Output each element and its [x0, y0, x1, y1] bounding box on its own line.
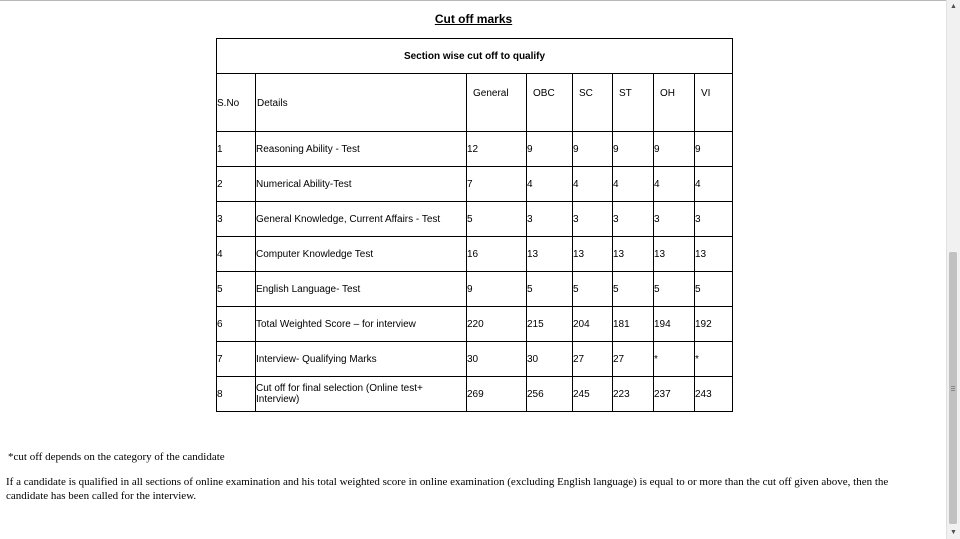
row-value-obc: 256 — [527, 377, 573, 412]
cutoff-table — [216, 38, 733, 412]
row-value-obc: 3 — [527, 202, 573, 237]
header-sno: S.No — [217, 74, 256, 132]
row-value-sc: 245 — [573, 377, 613, 412]
table-row — [217, 202, 733, 237]
table-row — [217, 272, 733, 307]
row-details: Numerical Ability-Test — [256, 167, 467, 202]
table-row — [217, 342, 733, 377]
row-value-sc: 3 — [573, 202, 613, 237]
vertical-scrollbar[interactable] — [946, 0, 960, 539]
row-value-vi: 4 — [695, 167, 733, 202]
row-details: Interview- Qualifying Marks — [256, 342, 467, 377]
row-value-oh: 194 — [654, 307, 695, 342]
row-details: Total Weighted Score – for interview — [256, 307, 467, 342]
row-value-oh: 3 — [654, 202, 695, 237]
row-sno: 5 — [217, 272, 256, 307]
row-details: Cut off for final selection (Online test+ Interview) — [256, 377, 467, 412]
row-value-general: 9 — [467, 272, 527, 307]
row-value-st: 13 — [613, 237, 654, 272]
row-value-st: 223 — [613, 377, 654, 412]
row-value-vi: 192 — [695, 307, 733, 342]
table-row — [217, 167, 733, 202]
header-obc: OBC — [527, 74, 573, 132]
table-caption: Section wise cut off to qualify — [217, 39, 733, 74]
row-value-obc: 30 — [527, 342, 573, 377]
row-sno: 1 — [217, 132, 256, 167]
row-details: English Language- Test — [256, 272, 467, 307]
row-sno: 7 — [217, 342, 256, 377]
row-sno: 4 — [217, 237, 256, 272]
row-value-general: 5 — [467, 202, 527, 237]
row-value-sc: 204 — [573, 307, 613, 342]
table-row — [217, 307, 733, 342]
row-sno: 2 — [217, 167, 256, 202]
row-value-obc: 4 — [527, 167, 573, 202]
footnote: *cut off depends on the category of the candidate — [8, 451, 225, 463]
row-value-sc: 13 — [573, 237, 613, 272]
row-value-general: 269 — [467, 377, 527, 412]
row-value-oh: * — [654, 342, 695, 377]
row-value-vi: * — [695, 342, 733, 377]
row-value-obc: 5 — [527, 272, 573, 307]
table-row — [217, 377, 733, 412]
row-value-oh: 13 — [654, 237, 695, 272]
row-value-oh: 4 — [654, 167, 695, 202]
row-value-st: 181 — [613, 307, 654, 342]
row-sno: 8 — [217, 377, 256, 412]
row-value-vi: 5 — [695, 272, 733, 307]
header-vi: VI — [695, 74, 733, 132]
row-value-st: 3 — [613, 202, 654, 237]
row-details: General Knowledge, Current Affairs - Test — [256, 202, 467, 237]
row-value-vi: 9 — [695, 132, 733, 167]
row-value-general: 220 — [467, 307, 527, 342]
row-value-st: 5 — [613, 272, 654, 307]
row-value-sc: 5 — [573, 272, 613, 307]
row-sno: 6 — [217, 307, 256, 342]
row-value-vi: 3 — [695, 202, 733, 237]
row-value-st: 27 — [613, 342, 654, 377]
scrollbar-thumb[interactable] — [949, 252, 957, 524]
row-value-sc: 9 — [573, 132, 613, 167]
row-value-obc: 9 — [527, 132, 573, 167]
page-title: Cut off marks — [434, 12, 513, 26]
row-value-obc: 215 — [527, 307, 573, 342]
row-details: Computer Knowledge Test — [256, 237, 467, 272]
table-row — [217, 132, 733, 167]
row-details: Reasoning Ability - Test — [256, 132, 467, 167]
row-value-oh: 237 — [654, 377, 695, 412]
grip-icon — [951, 386, 955, 387]
scroll-up-arrow-icon[interactable]: ▲ — [950, 3, 957, 10]
header-general: General — [467, 74, 527, 132]
qualification-paragraph: If a candidate is qualified in all sections of online examination and his total weighted score in online examination (excluding English language) is equal to or more than the cut off given above, then the candidate has been called for the interview. — [6, 476, 889, 502]
header-details: Details — [256, 74, 467, 132]
row-value-vi: 243 — [695, 377, 733, 412]
row-value-general: 7 — [467, 167, 527, 202]
row-value-general: 30 — [467, 342, 527, 377]
header-oh: OH — [654, 74, 695, 132]
row-sno: 3 — [217, 202, 256, 237]
row-value-general: 12 — [467, 132, 527, 167]
header-sc: SC — [573, 74, 613, 132]
row-value-obc: 13 — [527, 237, 573, 272]
row-value-st: 4 — [613, 167, 654, 202]
table-row — [217, 237, 733, 272]
row-value-general: 16 — [467, 237, 527, 272]
row-value-oh: 5 — [654, 272, 695, 307]
row-value-st: 9 — [613, 132, 654, 167]
row-value-oh: 9 — [654, 132, 695, 167]
table-header-row — [217, 74, 733, 132]
row-value-sc: 4 — [573, 167, 613, 202]
row-value-vi: 13 — [695, 237, 733, 272]
scroll-down-arrow-icon[interactable]: ▼ — [950, 529, 957, 536]
top-divider — [0, 0, 947, 1]
row-value-sc: 27 — [573, 342, 613, 377]
table-caption-row — [217, 39, 733, 74]
header-st: ST — [613, 74, 654, 132]
